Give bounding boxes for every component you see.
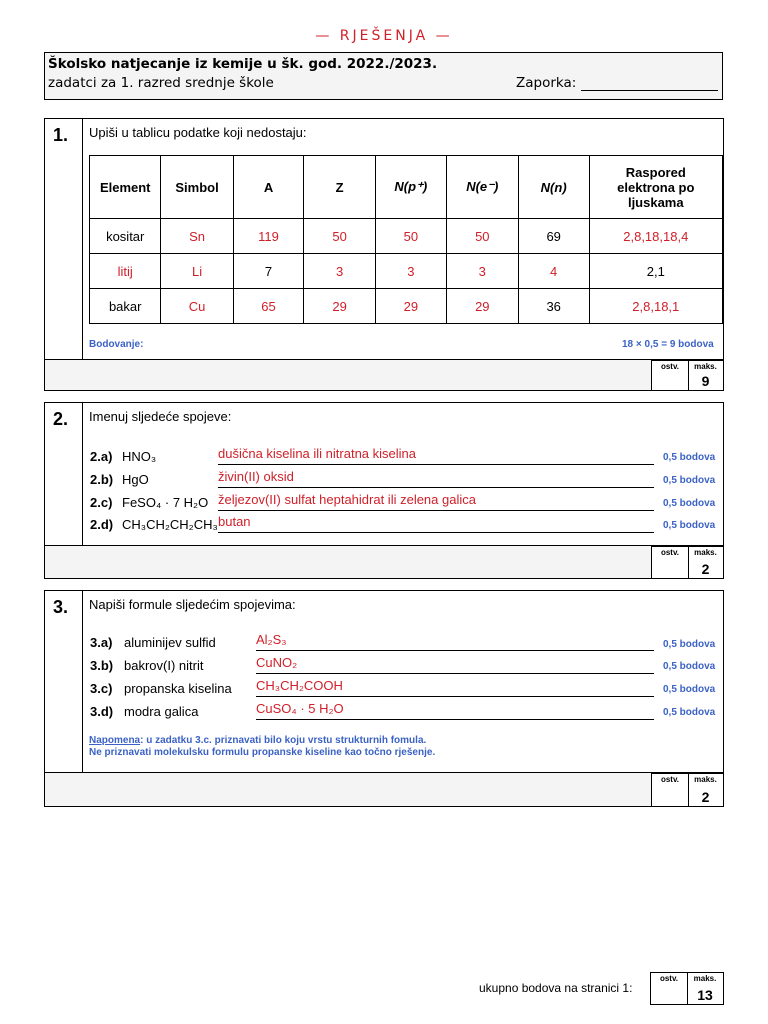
achieved-label: ostv. xyxy=(660,362,680,371)
note-label: Napomena xyxy=(89,735,141,746)
max-points: 9 xyxy=(701,373,710,389)
item-label: 3.d) xyxy=(90,704,114,719)
item-label: 2.d) xyxy=(90,517,114,532)
question-intro: Imenuj sljedeće spojeve: xyxy=(89,409,232,424)
element-table xyxy=(89,155,723,324)
competition-title: Školsko natjecanje iz kemije u šk. god. 2022./2023. xyxy=(48,56,438,72)
table-cell: 2,1 xyxy=(589,254,722,289)
max-label: maks. xyxy=(693,974,717,983)
item-formula: HgO xyxy=(122,472,149,487)
max-points: 2 xyxy=(701,789,710,805)
item-points: 0,5 bodova xyxy=(663,475,716,486)
page-total-max: 13 xyxy=(697,987,713,1003)
question-intro: Napiši formule sljedećim spojevima: xyxy=(89,597,296,612)
table-cell: 50 xyxy=(375,219,446,254)
table-cell: Cu xyxy=(161,289,233,324)
item-label: 2.b) xyxy=(90,472,114,487)
scoring-formula: 18 × 0,5 = 9 bodova xyxy=(622,339,714,350)
table-row xyxy=(90,289,723,324)
grade-subtitle: zadatci za 1. razred srednje škole xyxy=(48,75,274,91)
table-row xyxy=(90,254,723,289)
item-points: 0,5 bodova xyxy=(663,661,716,672)
column-header: Z xyxy=(304,156,375,219)
answer-field[interactable]: CuSO₄ · 5 H₂O xyxy=(256,701,654,720)
table-cell: 29 xyxy=(304,289,375,324)
item-points: 0,5 bodova xyxy=(663,520,716,531)
column-header: Element xyxy=(90,156,161,219)
table-cell: litij xyxy=(90,254,161,289)
question-number: 2. xyxy=(53,409,69,429)
achieved-label: ostv. xyxy=(660,775,680,784)
table-cell: 69 xyxy=(518,219,589,254)
question-footer xyxy=(45,359,723,390)
table-cell: 29 xyxy=(375,289,446,324)
item-name: bakrov(I) nitrit xyxy=(124,658,204,673)
column-header: Raspored elektrona po ljuskama xyxy=(589,156,722,219)
table-cell: Li xyxy=(161,254,233,289)
item-formula: CH₃CH₂CH₂CH₃ xyxy=(122,517,218,532)
max-label: maks. xyxy=(694,362,717,371)
item-points: 0,5 bodova xyxy=(663,498,716,509)
answer-field[interactable]: dušična kiselina ili nitratna kiselina xyxy=(218,446,654,465)
page-total-box xyxy=(650,972,724,1005)
column-header: Simbol xyxy=(161,156,233,219)
item-label: 2.a) xyxy=(90,449,113,464)
question-1-box xyxy=(44,118,724,391)
question-number: 3. xyxy=(53,597,69,617)
header-box xyxy=(44,52,723,100)
column-header: A xyxy=(233,156,304,219)
question-2-box xyxy=(44,402,724,579)
score-box xyxy=(651,360,724,391)
score-box xyxy=(651,773,724,807)
item-formula: FeSO₄ · 7 H₂O xyxy=(122,495,209,510)
max-label: maks. xyxy=(694,548,717,557)
item-name: aluminijev sulfid xyxy=(124,635,216,650)
table-cell: 50 xyxy=(446,219,518,254)
table-cell: 2,8,18,1 xyxy=(589,289,722,324)
code-field-line[interactable] xyxy=(581,90,718,91)
table-cell: 2,8,18,18,4 xyxy=(589,219,722,254)
column-header: N(n) xyxy=(518,156,589,219)
question-number: 1. xyxy=(53,125,69,145)
question-footer xyxy=(45,772,723,806)
note-line-1: : u zadatku 3.c. priznavati bilo koju vrstu strukturnih fomula. xyxy=(140,735,427,746)
max-points: 2 xyxy=(701,561,710,577)
code-label: Zaporka: xyxy=(516,75,577,91)
item-name: propanska kiselina xyxy=(124,681,232,696)
table-cell: Sn xyxy=(161,219,233,254)
question-footer xyxy=(45,545,723,578)
solutions-banner: — RJEŠENJA — xyxy=(315,28,453,44)
table-cell: 119 xyxy=(233,219,304,254)
table-header-row xyxy=(90,156,723,219)
answer-field[interactable]: CH₃CH₂COOH xyxy=(256,678,654,697)
score-box xyxy=(651,546,724,579)
answer-field[interactable]: CuNO₂ xyxy=(256,655,654,674)
item-points: 0,5 bodova xyxy=(663,639,716,650)
table-cell: 36 xyxy=(518,289,589,324)
answer-field[interactable]: željezov(II) sulfat heptahidrat ili zelena galica xyxy=(218,492,654,511)
achieved-label: ostv. xyxy=(660,548,680,557)
scoring-label: Bodovanje: xyxy=(89,339,144,350)
item-points: 0,5 bodova xyxy=(663,684,716,695)
item-label: 2.c) xyxy=(90,495,113,510)
table-cell: kositar xyxy=(90,219,161,254)
answer-field[interactable]: živin(II) oksid xyxy=(218,469,654,488)
item-name: modra galica xyxy=(124,704,199,719)
answer-field[interactable]: butan xyxy=(218,514,654,533)
question-3-box xyxy=(44,590,724,807)
note xyxy=(89,735,435,759)
table-cell: bakar xyxy=(90,289,161,324)
table-cell: 29 xyxy=(446,289,518,324)
table-cell: 50 xyxy=(304,219,375,254)
item-points: 0,5 bodova xyxy=(663,452,716,463)
item-label: 3.c) xyxy=(90,681,113,696)
page-total-label: ukupno bodova na stranici 1: xyxy=(479,981,633,995)
table-cell: 7 xyxy=(233,254,304,289)
table-cell: 3 xyxy=(446,254,518,289)
table-cell: 3 xyxy=(375,254,446,289)
table-cell: 3 xyxy=(304,254,375,289)
item-label: 3.a) xyxy=(90,635,113,650)
column-header: N(p⁺) xyxy=(375,156,446,219)
item-points: 0,5 bodova xyxy=(663,707,716,718)
question-intro: Upiši u tablicu podatke koji nedostaju: xyxy=(89,125,307,140)
column-header: N(e⁻) xyxy=(446,156,518,219)
achieved-label: ostv. xyxy=(659,974,679,983)
answer-field[interactable]: Al₂S₃ xyxy=(256,632,654,651)
table-row xyxy=(90,219,723,254)
item-formula: HNO₃ xyxy=(122,449,157,464)
table-cell: 4 xyxy=(518,254,589,289)
table-cell: 65 xyxy=(233,289,304,324)
item-label: 3.b) xyxy=(90,658,114,673)
note-line-2: Ne priznavati molekulsku formulu propanske kiseline kao točno rješenje. xyxy=(89,747,436,758)
max-label: maks. xyxy=(694,775,717,784)
